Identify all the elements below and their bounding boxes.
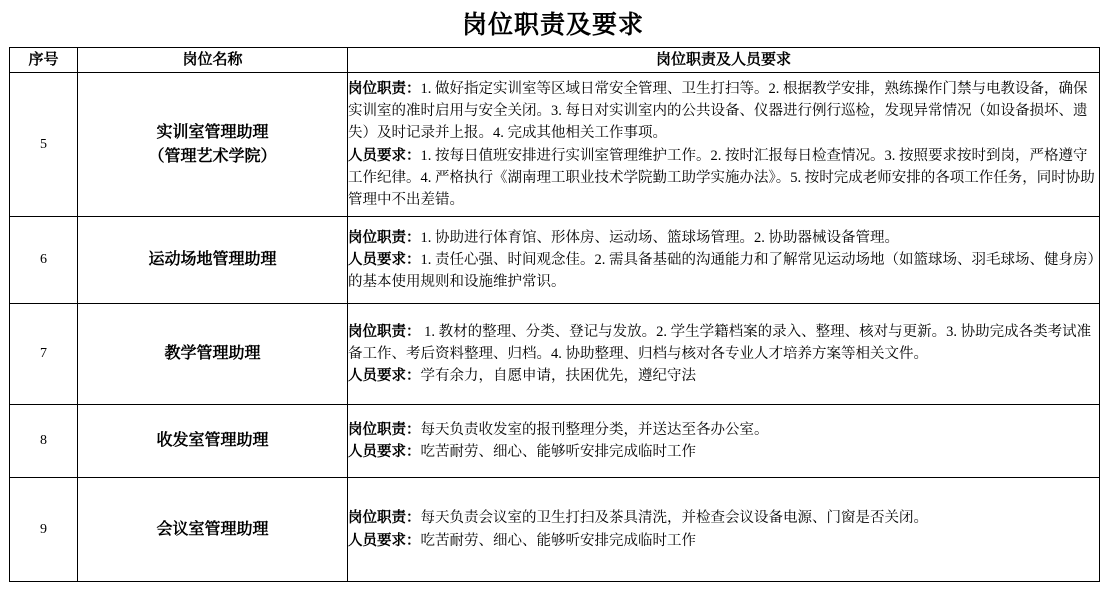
duty-label: 岗位职责：	[348, 81, 421, 98]
requirement-text: 1. 按每日值班安排进行实训室管理维护工作。2. 按时汇报每日检查情况。3. 按照要求按时到岗，严格遵守工作纪律。4. 严格执行《湖南理工职业技术学院勤工助学实施办法》。5. 按时完成老师安排的各项工作任务，同时协助管理中不出差错。	[348, 147, 1095, 208]
table-header	[10, 48, 1100, 73]
position-name-line2: （管理艺术学院）	[148, 147, 277, 165]
requirement-label: 人员要求：	[348, 368, 421, 385]
requirement-paragraph	[348, 365, 1099, 387]
row-number: 9	[10, 478, 78, 582]
table-header-row	[10, 48, 1100, 73]
row-position-name	[78, 73, 348, 217]
position-name-line1: 运动场地管理助理	[148, 251, 277, 268]
requirement-paragraph	[348, 249, 1099, 293]
row-description	[348, 304, 1100, 405]
column-header-desc: 岗位职责及人员要求	[348, 48, 1100, 73]
row-position-name	[78, 478, 348, 582]
column-header-no: 序号	[10, 48, 78, 73]
page-title: 岗位职责及要求	[461, 12, 644, 39]
requirement-paragraph	[348, 145, 1099, 211]
duty-label: 岗位职责：	[348, 421, 421, 438]
row-description	[348, 73, 1100, 217]
requirement-text: 吃苦耐劳、细心、能够听安排完成临时工作	[420, 532, 696, 549]
table-row	[10, 405, 1100, 478]
table-row	[10, 304, 1100, 405]
position-name-line1: 会议室管理助理	[156, 520, 269, 538]
requirement-label: 人员要求：	[348, 251, 421, 268]
row-position-name	[78, 217, 348, 304]
row-position-name	[78, 405, 348, 478]
duty-label: 岗位职责：	[348, 510, 421, 527]
job-duties-table	[9, 47, 1100, 582]
requirement-label: 人员要求：	[348, 532, 421, 549]
duty-text: 1. 协助进行体育馆、形体房、运动场、篮球场管理。2. 协助器械设备管理。	[420, 229, 899, 246]
table-body	[10, 73, 1100, 582]
duty-text: 1. 做好指定实训室等区域日常安全管理、卫生打扫等。2. 根据教学安排，熟练操作门禁与电教设备，确保实训室的准时启用与安全关闭。3. 每日对实训室内的公共设备、仪器进行例行巡检，发现异常情况（如设备损坏、遗失）及时记录并上报。4. 完成其他相关工作事项。	[348, 81, 1088, 142]
row-description	[348, 405, 1100, 478]
table-row	[10, 73, 1100, 217]
position-name-line1: 教学管理助理	[164, 345, 261, 362]
position-name-line1: 收发室管理助理	[156, 432, 269, 449]
row-number: 7	[10, 304, 78, 405]
requirement-text: 1. 责任心强、时间观念佳。2. 需具备基础的沟通能力和了解常见运动场地（如篮球场、羽毛球场、健身房）的基本使用规则和设施维护常识。	[348, 251, 1095, 291]
duty-text: 1. 教材的整理、分类、登记与发放。2. 学生学籍档案的录入、整理、核对与更新。3. 协助完成各类考试准备工作、考后资料整理、归档。4. 协助整理、归档与核对各专业人才培养方案等相关文件。	[348, 323, 1092, 362]
duty-paragraph	[348, 227, 1099, 249]
requirement-text: 学有余力，自愿申请，扶困优先，遵纪守法	[420, 368, 696, 385]
column-header-name: 岗位名称	[78, 48, 348, 73]
requirement-paragraph	[348, 530, 1099, 552]
row-number: 5	[10, 73, 78, 217]
duty-paragraph	[348, 78, 1099, 144]
duty-label: 岗位职责：	[348, 229, 421, 246]
row-number: 6	[10, 217, 78, 304]
duty-paragraph	[348, 419, 1099, 441]
row-position-name	[78, 304, 348, 405]
position-name-line1: 实训室管理助理	[156, 123, 269, 141]
requirement-label: 人员要求：	[348, 444, 421, 460]
duty-paragraph	[348, 321, 1099, 365]
table-row	[10, 478, 1100, 582]
requirement-label: 人员要求：	[348, 147, 421, 164]
duty-text: 每天负责会议室的卫生打扫及茶具清洗，并检查会议设备电源、门窗是否关闭。	[420, 510, 928, 527]
row-description	[348, 217, 1100, 304]
requirement-paragraph	[348, 441, 1099, 463]
duty-paragraph	[348, 507, 1099, 529]
row-number: 8	[10, 405, 78, 478]
table-row	[10, 217, 1100, 304]
row-description	[348, 478, 1100, 582]
duty-text: 每天负责收发室的报刊整理分类，并送达至各办公室。	[420, 421, 769, 438]
requirement-text: 吃苦耐劳、细心、能够听安排完成临时工作	[420, 444, 696, 460]
duty-label: 岗位职责：	[348, 323, 421, 340]
